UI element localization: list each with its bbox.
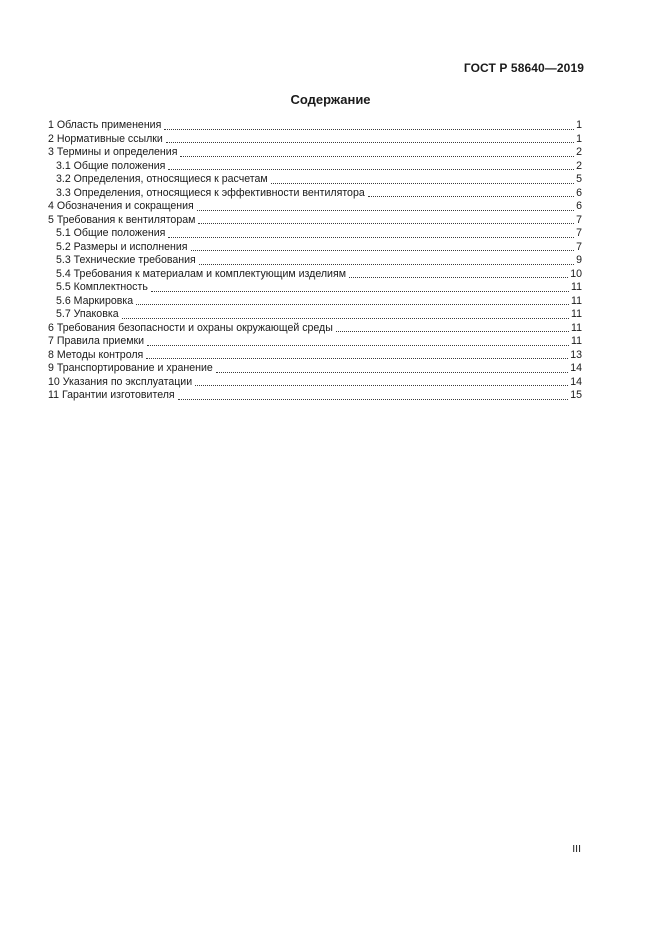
- toc-entry-label: 10 Указания по эксплуатации: [48, 375, 193, 388]
- toc-entry[interactable]: [48, 214, 582, 228]
- toc-entry[interactable]: [48, 173, 582, 187]
- toc-leader-dots: [199, 264, 574, 265]
- toc-entry-page: 15: [570, 389, 582, 401]
- toc-entry-label: 3.1 Общие положения: [56, 159, 166, 172]
- toc-leader-dots: [271, 183, 574, 184]
- toc-leader-dots: [151, 291, 569, 292]
- toc-entry[interactable]: [48, 362, 582, 376]
- toc-entry-page: 13: [570, 348, 582, 361]
- toc-entry[interactable]: [48, 349, 582, 363]
- toc-entry-page: 1: [576, 132, 582, 145]
- toc-entry-label: 5.1 Общие положения: [56, 227, 166, 239]
- toc-entry-page: 7: [576, 227, 582, 239]
- toc-leader-dots: [168, 169, 574, 170]
- toc-entry[interactable]: [48, 146, 582, 160]
- toc-entry-page: 2: [576, 146, 582, 158]
- toc-entry-page: 1: [576, 119, 582, 131]
- toc-leader-dots: [368, 196, 574, 197]
- toc-entry[interactable]: [48, 389, 582, 403]
- toc-entry-page: 10: [570, 267, 582, 280]
- toc-entry-page: 2: [576, 159, 582, 172]
- toc-entry[interactable]: [48, 308, 582, 322]
- toc-entry-page: 7: [576, 240, 582, 253]
- toc-leader-dots: [136, 304, 569, 305]
- document-code: ГОСТ Р 58640—2019: [463, 61, 584, 75]
- toc-entry[interactable]: [48, 133, 582, 147]
- toc-entry[interactable]: [48, 227, 582, 241]
- toc-leader-dots: [216, 372, 568, 373]
- toc-entry-label: 5 Требования к вентиляторам: [48, 213, 196, 226]
- toc-entry-label: 5.5 Комплектность: [56, 281, 148, 293]
- toc-entry-label: 4 Обозначения и сокращения: [48, 200, 194, 212]
- toc-entry-label: 7 Правила приемки: [48, 335, 145, 347]
- toc-entry-label: 9 Транспортирование и хранение: [48, 362, 213, 374]
- toc-leader-dots: [147, 345, 569, 346]
- toc-entry[interactable]: [48, 254, 582, 268]
- toc-entry-page: 6: [576, 186, 582, 199]
- toc-entry[interactable]: [48, 376, 582, 390]
- toc-entry-label: 3.3 Определения, относящиеся к эффективности вентилятора: [56, 186, 365, 199]
- toc-entry[interactable]: [48, 322, 582, 336]
- toc-leader-dots: [336, 331, 569, 332]
- toc-entry[interactable]: [48, 187, 582, 201]
- toc-entry-label: 5.4 Требования к материалам и комплектующим изделиям: [56, 267, 346, 280]
- toc-entry-page: 11: [571, 281, 582, 293]
- toc-entry[interactable]: [48, 119, 582, 133]
- toc-entry-page: 6: [576, 200, 582, 212]
- toc-entry-label: 5.3 Технические требования: [56, 254, 196, 266]
- toc-leader-dots: [349, 277, 568, 278]
- toc-entry-label: 6 Требования безопасности и охраны окружающей среды: [48, 321, 333, 334]
- toc-leader-dots: [191, 250, 575, 251]
- table-of-contents: [48, 119, 582, 403]
- toc-entry-label: 11 Гарантии изготовителя: [48, 389, 175, 401]
- toc-entry-page: 7: [576, 213, 582, 226]
- toc-entry-label: 5.7 Упаковка: [56, 308, 119, 320]
- toc-leader-dots: [166, 142, 574, 143]
- toc-entry[interactable]: [48, 200, 582, 214]
- toc-leader-dots: [168, 237, 574, 238]
- toc-leader-dots: [164, 129, 574, 130]
- toc-title: Содержание: [290, 92, 371, 107]
- toc-leader-dots: [195, 385, 568, 386]
- toc-entry-page: 11: [571, 335, 582, 347]
- toc-entry-label: 2 Нормативные ссылки: [48, 132, 163, 145]
- toc-entry[interactable]: [48, 160, 582, 174]
- toc-entry-page: 14: [570, 362, 582, 374]
- toc-leader-dots: [178, 399, 569, 400]
- toc-entry-page: 9: [576, 254, 582, 266]
- toc-entry-page: 5: [576, 173, 582, 185]
- toc-entry-label: 1 Область применения: [48, 119, 162, 131]
- toc-entry[interactable]: [48, 268, 582, 282]
- toc-entry-label: 3.2 Определения, относящиеся к расчетам: [56, 173, 268, 185]
- toc-entry[interactable]: [48, 335, 582, 349]
- toc-leader-dots: [122, 318, 569, 319]
- toc-leader-dots: [198, 223, 574, 224]
- toc-entry-label: 5.6 Маркировка: [56, 294, 134, 307]
- toc-leader-dots: [180, 156, 574, 157]
- page-number: III: [572, 843, 581, 855]
- toc-entry-label: 5.2 Размеры и исполнения: [56, 240, 188, 253]
- toc-entry-page: 11: [571, 321, 582, 334]
- toc-leader-dots: [197, 210, 574, 211]
- toc-entry[interactable]: [48, 295, 582, 309]
- toc-entry-label: 8 Методы контроля: [48, 348, 144, 361]
- toc-entry-page: 11: [571, 294, 582, 307]
- toc-entry-label: 3 Термины и определения: [48, 146, 178, 158]
- toc-entry[interactable]: [48, 241, 582, 255]
- toc-entry[interactable]: [48, 281, 582, 295]
- toc-leader-dots: [146, 358, 568, 359]
- toc-entry-page: 14: [570, 375, 582, 388]
- toc-entry-page: 11: [571, 308, 582, 320]
